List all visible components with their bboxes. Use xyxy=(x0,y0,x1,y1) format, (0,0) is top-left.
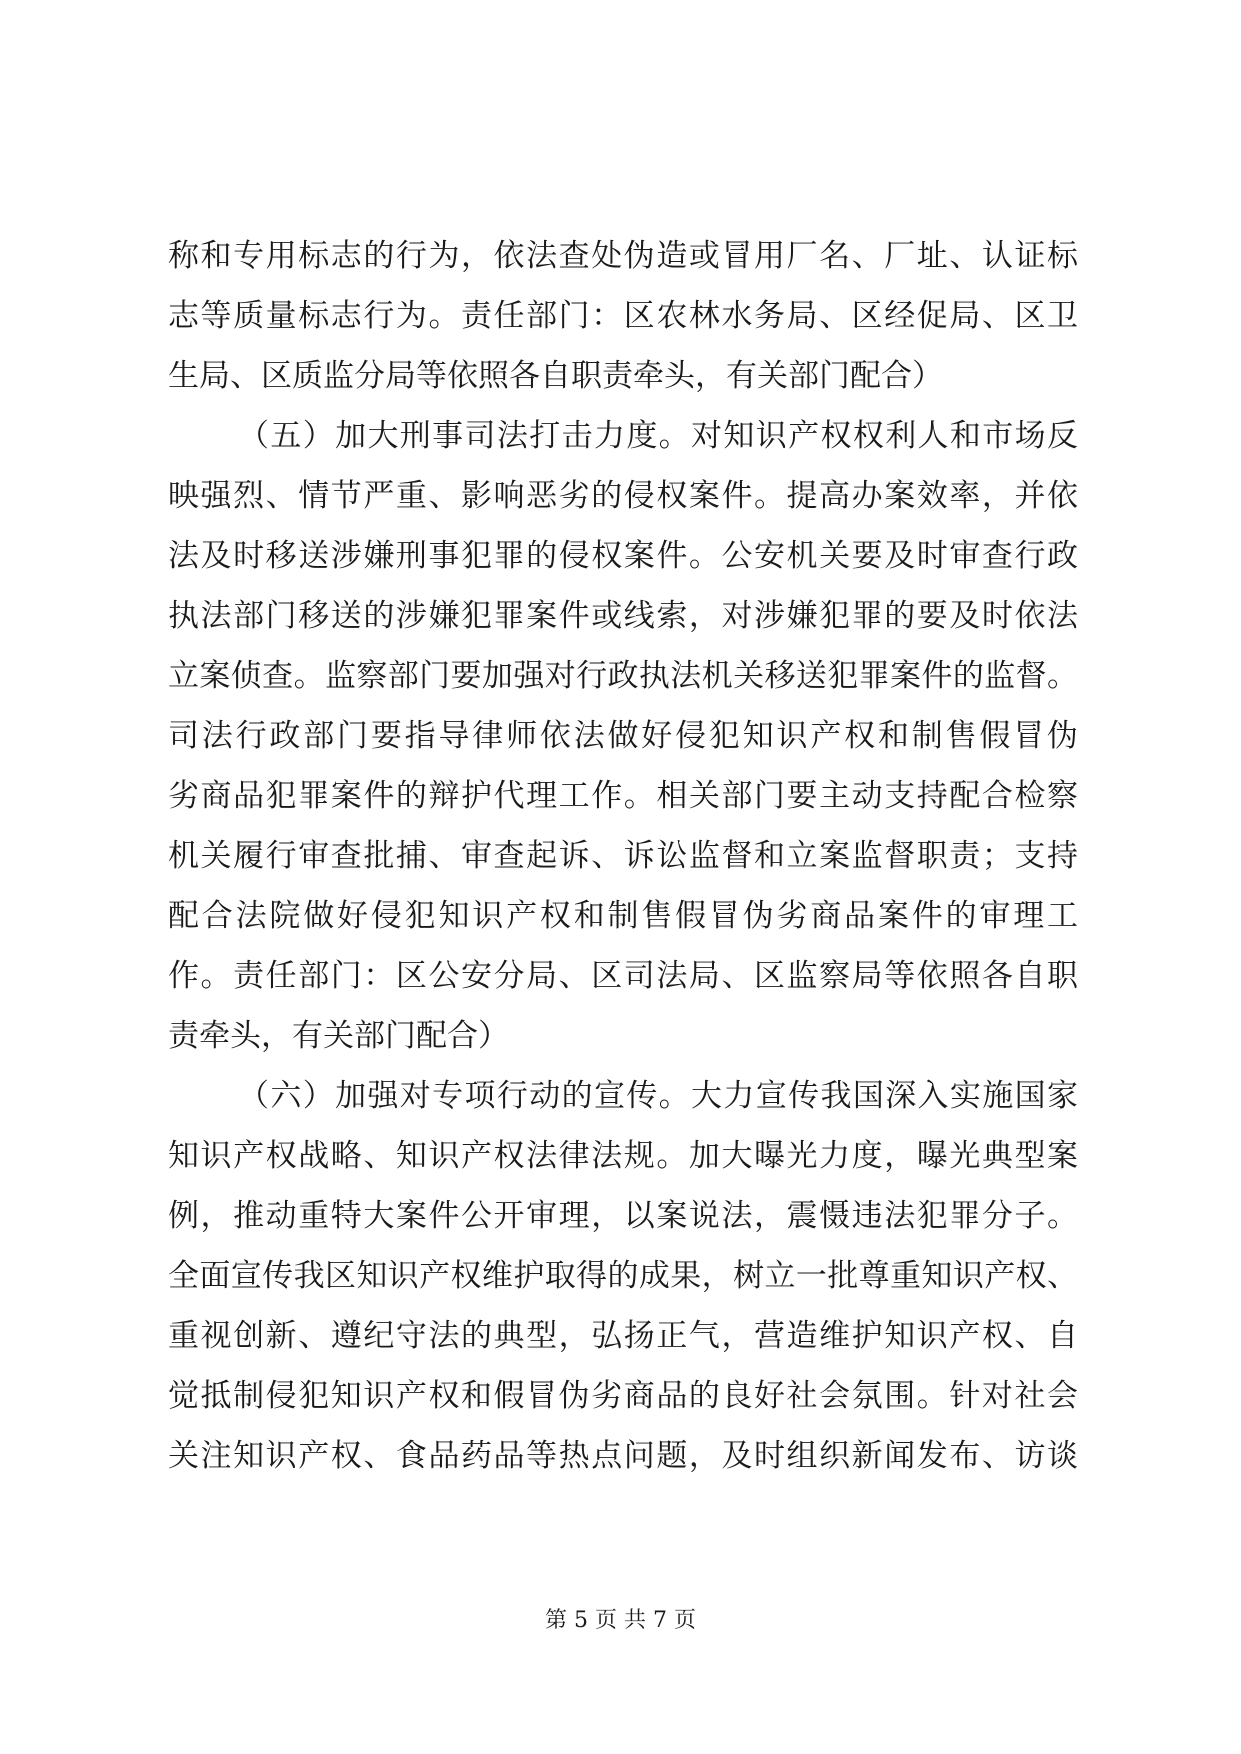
text-line: 生局、区质监分局等依照各自职责牵头，有关部门配合） xyxy=(168,358,943,394)
text-line: 立案侦查。监察部门要加强对行政执法机关移送犯罪案件的监督。 xyxy=(168,658,1078,694)
text-line: 志等质量标志行为。责任部门：区农林水务局、区经促局、区卫 xyxy=(168,298,1078,334)
text-line: 例，推动重特大案件公开审理，以案说法，震慑违法犯罪分子。 xyxy=(168,1198,1078,1234)
text-line: 关注知识产权、食品药品等热点问题，及时组织新闻发布、访谈 xyxy=(168,1438,1078,1474)
text-line: 配合法院做好侵犯知识产权和制售假冒伪劣商品案件的审理工 xyxy=(168,898,1078,934)
text-line: 映强烈、情节严重、影响恶劣的侵权案件。提高办案效率，并依 xyxy=(168,478,1078,514)
text-line: 劣商品犯罪案件的辩护代理工作。相关部门要主动支持配合检察 xyxy=(168,778,1078,814)
page-number-footer: 第 5 页 共 7 页 xyxy=(545,1608,696,1633)
text-line: 觉抵制侵犯知识产权和假冒伪劣商品的良好社会氛围。针对社会 xyxy=(168,1378,1078,1414)
text-line: 责牵头，有关部门配合） xyxy=(168,1018,509,1054)
text-line: 法及时移送涉嫌刑事犯罪的侵权案件。公安机关要及时审查行政 xyxy=(168,538,1078,574)
body-text xyxy=(168,226,1078,1486)
text-line: 机关履行审查批捕、审查起诉、诉讼监督和立案监督职责；支持 xyxy=(168,838,1078,874)
text-line: 全面宣传我区知识产权维护取得的成果，树立一批尊重知识产权、 xyxy=(168,1258,1078,1294)
text-line: 司法行政部门要指导律师依法做好侵犯知识产权和制售假冒伪 xyxy=(168,718,1078,754)
text-line: 作。责任部门：区公安分局、区司法局、区监察局等依照各自职 xyxy=(168,958,1078,994)
paragraph-first-line: （五）加大刑事司法打击力度。对知识产权权利人和市场反 xyxy=(238,418,1078,454)
text-line: 知识产权战略、知识产权法律法规。加大曝光力度，曝光典型案 xyxy=(168,1138,1078,1174)
text-line: 执法部门移送的涉嫌犯罪案件或线索，对涉嫌犯罪的要及时依法 xyxy=(168,598,1078,634)
paragraph-first-line: （六）加强对专项行动的宣传。大力宣传我国深入实施国家 xyxy=(238,1078,1078,1114)
text-line: 称和专用标志的行为，依法查处伪造或冒用厂名、厂址、认证标 xyxy=(168,238,1078,274)
text-line: 重视创新、遵纪守法的典型，弘扬正气，营造维护知识产权、自 xyxy=(168,1318,1078,1354)
